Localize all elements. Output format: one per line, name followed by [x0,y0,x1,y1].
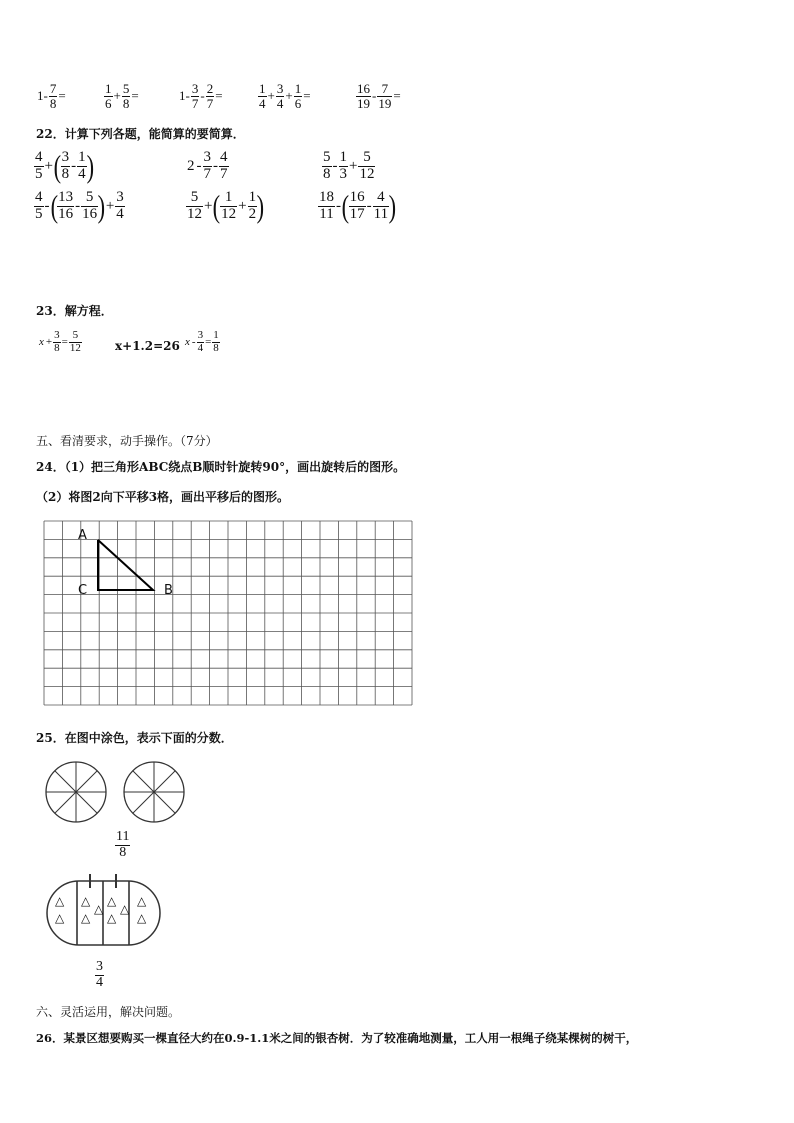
triangle-icon: △ [94,902,104,916]
triangle-icon: △ [55,894,65,908]
q22-expr-a: $\frac{4}{5}$ +( $\frac{3}{8}$ - $\frac{1}{4}$ ) [35,148,94,185]
q24-grid-figure [43,520,415,710]
q24-part1: 24．（1）把三角形ABC绕点B顺时针旋转90°，画出旋转后的图形。 [36,460,406,474]
triangle-icon: △ [137,894,147,908]
triangle-icon: △ [81,894,91,908]
q25-circles-figure [44,759,194,827]
q25-title: 25．在图中涂色，表示下面的分数． [36,731,233,745]
q22-expr-c: $\frac{5}{8}$ - $\frac{1}{3}$ + $\frac{5}{12}$ [323,149,375,182]
q23-eq2: x+1.2=26 [115,339,180,353]
triangle-icon: △ [81,911,91,925]
expr-21-1: 1- $\frac{7}{8}$ = [37,81,66,111]
q24-part2: （2）将图2向下平移3格，画出平移后的图形。 [36,490,290,504]
triangle-icon: △ [137,911,147,925]
triangle-icon: △ [55,911,65,925]
point-c-label: C [78,583,88,598]
expr-21-2: $\frac{1}{6}$ + $\frac{5}{8}$ = [105,81,139,111]
section-6-heading: 六、灵活运用，解决问题。 [36,1005,181,1019]
expr-21-3: 1- $\frac{3}{7}$ - $\frac{2}{7}$ = [179,81,223,111]
triangle-icon: △ [107,911,117,925]
q25-fraction-2: $\frac{3}{4}$ [96,959,103,990]
q22-title: 22．计算下列各题，能简算的要简算． [36,127,245,141]
triangle-abc [98,540,153,590]
triangle-icon: △ [107,894,117,908]
q23-title: 23．解方程． [36,304,113,318]
q22-expr-e: $\frac{5}{12}$ +( $\frac{1}{12}$ + $\frac{1}{2}$ ) [187,188,265,225]
point-b-label: B [164,583,173,598]
q25-fraction-1: $\frac{11}{8}$ [116,829,130,860]
triangle-icon: △ [120,902,130,916]
q22-expr-b: 2 - $\frac{3}{7}$ - $\frac{4}{7}$ [187,149,228,182]
expr-21-4: $\frac{1}{4}$ + $\frac{3}{4}$ + $\frac{1}{6}$ = [259,81,311,111]
q22-expr-f: $\frac{18}{11}$ -( $\frac{16}{17}$ - $\frac{4}{11}$ ) [319,188,397,225]
q23-eq3: x - $\frac{3}{4}$ = $\frac{1}{8}$ [185,329,219,354]
q22-expr-d: $\frac{4}{5}$ -( $\frac{13}{16}$ - $\frac{5}{16}$ )+ $\frac{3}{4}$ [35,188,124,225]
square-grid [44,521,412,705]
q26-text: 26．某景区想要购买一棵直径大约在0.9-1.1米之间的银杏树．为了较准确地测量，工人用一根绳子绕某棵树的树干， [36,1031,638,1045]
point-a-label: A [78,528,87,543]
q23-eq1: x + $\frac{3}{8}$ = $\frac{5}{12}$ [39,329,81,354]
expr-21-5: $\frac{16}{19}$ - $\frac{7}{19}$ = [357,81,401,111]
section-5-heading: 五、看清要求，动手操作。（7分） [36,434,218,448]
